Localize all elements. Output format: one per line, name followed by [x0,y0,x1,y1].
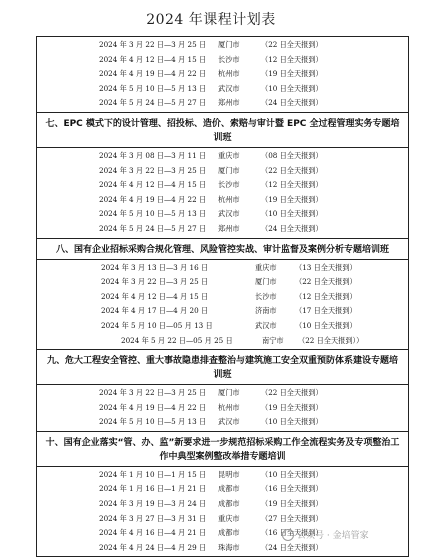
checkin-note: （19 日全天报到） [261,499,323,509]
city: 郑州市 [218,98,240,108]
city: 武汉市 [255,320,277,330]
schedule-row [37,67,408,82]
date-range: 2024 年 4 月 16 日—4 月 21 日 [99,528,207,538]
date-range: 2024 年 3 月 19 日—3 月 24 日 [99,499,207,509]
date-range: 2024 年 5 月 10 日—5 月 13 日 [99,417,207,427]
section-heading: 八、国有企业招标采购合规化管理、风险管控实战、审计监督及案例分析专题培训班 [55,244,389,255]
city: 杭州市 [218,402,240,412]
city: 重庆市 [218,150,240,160]
watermark [282,528,369,541]
city: 成都市 [218,499,240,509]
checkin-note: （22 日全天报到） [295,277,357,287]
date-range: 2024 年 5 月 22 日—05 月 25 日 [121,335,233,345]
wechat-icon [282,529,294,541]
date-range: 2024 年 1 月 10 日—1 月 15 日 [99,469,207,479]
schedule-row [37,193,408,208]
schedule-row [37,497,408,512]
schedule-row [37,468,408,483]
city: 长沙市 [218,54,240,64]
date-range: 2024 年 3 月 22 日—3 月 25 日 [101,277,209,287]
city: 郑州市 [218,223,240,233]
schedule-section [37,37,408,112]
date-range: 2024 年 4 月 12 日—4 月 15 日 [101,291,209,301]
checkin-note: （12 日全天报到） [261,54,323,64]
page-title: 2024 年课程计划表 [146,12,276,28]
date-range: 2024 年 4 月 19 日—4 月 22 日 [99,402,207,412]
date-range: 2024 年 4 月 12 日—4 月 15 日 [99,180,207,190]
checkin-note: （22 日全天报到） [261,165,323,175]
date-range: 2024 年 5 月 10 日—05 月 13 日 [101,320,213,330]
schedule-rows [37,466,408,557]
checkin-note: （24 日全天报到） [261,223,323,233]
schedule-section [37,238,408,350]
schedule-row [37,275,408,290]
checkin-note: （22 日全天报到） [261,388,323,398]
schedule-row [37,401,408,416]
schedule-row [37,334,408,349]
checkin-note: （10 日全天报到） [261,469,323,479]
checkin-note: （19 日全天报到） [261,194,323,204]
checkin-note: （19 日全天报到） [261,69,323,79]
schedule-rows [37,37,408,112]
schedule-row [37,541,408,556]
schedule-section [37,349,408,431]
city: 重庆市 [218,513,240,523]
schedule-row [37,53,408,68]
schedule-row [37,222,408,237]
schedule-row [37,512,408,527]
checkin-note: （08 日全天报到） [261,150,323,160]
city: 杭州市 [218,194,240,204]
section-heading: 九、危大工程安全管控、重大事故隐患排查整治与建筑施工安全双重预防体系建设专题培训班 [46,356,398,381]
city: 厦门市 [218,388,240,398]
date-range: 2024 年 4 月 12 日—4 月 15 日 [99,54,207,64]
city: 珠海市 [218,542,240,552]
date-range: 2024 年 5 月 24 日—5 月 27 日 [99,223,207,233]
schedule-row [37,149,408,164]
checkin-note: （16 日全天报到） [261,484,323,494]
checkin-note: （12 日全天报到） [295,291,357,301]
city: 武汉市 [218,209,240,219]
schedule-row [37,82,408,97]
schedule-row [37,178,408,193]
city: 杭州市 [218,69,240,79]
section-heading: 七、EPC 模式下的设计管理、招投标、造价、索赔与审计暨 EPC 全过程管理实务专题培训班 [45,118,400,143]
checkin-note: （22 日全天报到）） [298,335,364,345]
city: 厦门市 [255,277,277,287]
checkin-note: （27 日全天报到） [261,513,323,523]
city: 成都市 [218,484,240,494]
date-range: 2024 年 3 月 22 日—3 月 25 日 [99,388,207,398]
city: 厦门市 [218,40,240,49]
schedule-row [37,415,408,430]
date-range: 2024 年 3 月 27 日—3 月 31 日 [99,513,207,523]
schedule-row [37,304,408,319]
checkin-note: （22 日全天报到） [261,40,323,49]
checkin-note: （10 日全天报到） [261,417,323,427]
city: 长沙市 [218,180,240,190]
schedule-row [37,164,408,179]
schedule-row [37,386,408,401]
schedule-row [37,38,408,53]
checkin-note: （10 日全天报到） [295,320,357,330]
city: 重庆市 [255,262,277,272]
date-range: 2024 年 5 月 10 日—5 月 13 日 [99,209,207,219]
watermark-text: 公众号 · 金培管家 [297,531,369,541]
checkin-note: （16 日全天报到） [261,528,323,538]
schedule-row [37,96,408,111]
date-range: 2024 年 5 月 10 日—5 月 13 日 [99,83,207,93]
date-range: 2024 年 3 月 22 日—3 月 25 日 [99,165,207,175]
date-range: 2024 年 1 月 16 日—1 月 21 日 [99,484,207,494]
schedule-row [37,207,408,222]
checkin-note: （24 日全天报到） [261,542,323,552]
schedule-row [37,261,408,276]
date-range: 2024 年 4 月 24 日—4 月 29 日 [99,542,207,552]
checkin-note: （19 日全天报到） [261,402,323,412]
city: 南宁市 [262,335,284,345]
checkin-note: （13 日全天报到） [295,262,357,272]
city: 武汉市 [218,83,240,93]
schedule-row [37,482,408,497]
checkin-note: （12 日全天报到） [261,180,323,190]
date-range: 2024 年 3 月 13 日—3 月 16 日 [101,262,209,272]
checkin-note: （10 日全天报到） [261,83,323,93]
schedule-rows [37,259,408,350]
date-range: 2024 年 3 月 08 日—3 月 11 日 [99,150,207,160]
city: 昆明市 [218,469,240,479]
schedule-rows [37,147,408,238]
city: 济南市 [255,306,277,316]
date-range: 2024 年 4 月 17 日—4 月 20 日 [101,306,209,316]
date-range: 2024 年 5 月 24 日—5 月 27 日 [99,98,207,108]
city: 长沙市 [255,291,277,301]
schedule-row [37,319,408,334]
schedule-section [37,112,408,238]
schedule-rows [37,384,408,431]
checkin-note: （10 日全天报到） [261,209,323,219]
city: 厦门市 [218,165,240,175]
checkin-note: （17 日全天报到） [295,306,357,316]
date-range: 2024 年 3 月 22 日—3 月 25 日 [99,40,207,49]
checkin-note: （24 日全天报到） [261,98,323,108]
section-heading: 十、国有企业落实“管、办、监”新要求进一步规范招标采购工作全流程实务及专项整治工作中典型案例整改举措专题培训 [45,437,400,462]
city: 武汉市 [218,417,240,427]
schedule-row [37,290,408,305]
course-schedule-table [36,36,409,557]
date-range: 2024 年 4 月 19 日—4 月 22 日 [99,194,207,204]
date-range: 2024 年 4 月 19 日—4 月 22 日 [99,69,207,79]
city: 成都市 [218,528,240,538]
